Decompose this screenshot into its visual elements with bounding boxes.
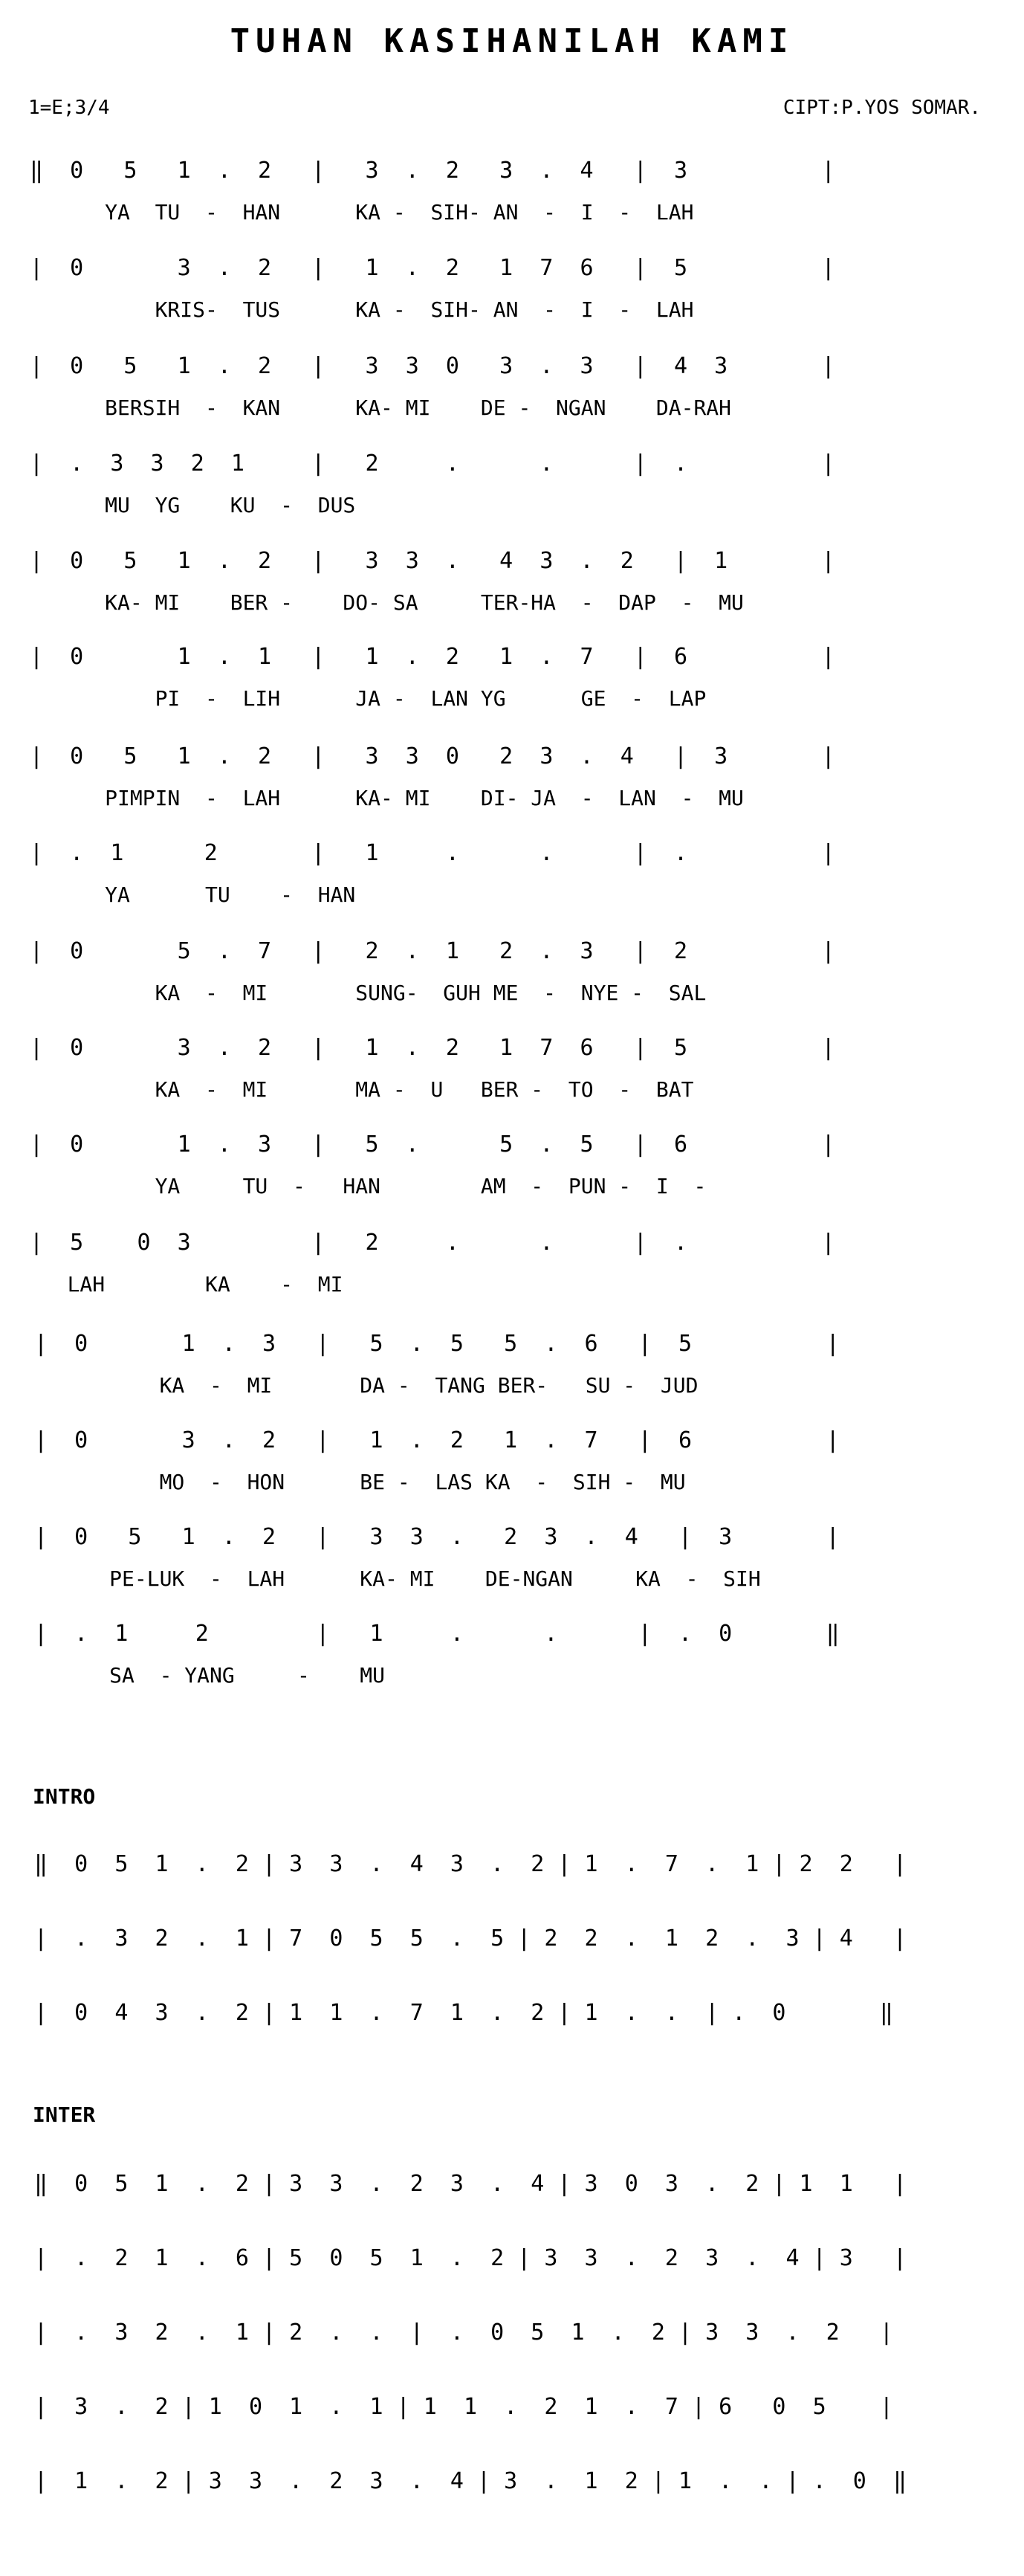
lyric-line: PI - LIH JA - LAN YG GE - LAP (30, 686, 707, 711)
intro-notation-line: ‖ 0 5 1 . 2 | 3 3 . 4 3 . 2 | 1 . 7 . 1 | 2 2 | (34, 1851, 907, 1877)
intro-label: INTRO (33, 1784, 96, 1809)
lyric-line: KA - MI MA - U BER - TO - BAT (30, 1077, 694, 1102)
lyric-line: KRIS- TUS KA - SIH- AN - I - LAH (30, 297, 694, 322)
lyric-line: KA - MI DA - TANG BER- SU - JUD (34, 1373, 699, 1398)
notation-line: | . 3 3 2 1 | 2 . . | . | (30, 451, 835, 477)
lyric-line: LAH KA - MI (30, 1272, 343, 1297)
inter-notation-line: | 3 . 2 | 1 0 1 . 1 | 1 1 . 2 1 . 7 | 6 0 5 | (34, 2394, 893, 2420)
song-title: TUHAN KASIHANILAH KAMI (230, 22, 794, 60)
lyric-line: KA - MI SUNG- GUH ME - NYE - SAL (30, 981, 707, 1005)
lyric-line: YA TU - HAN (30, 882, 356, 907)
notation-line: | 0 1 . 1 | 1 . 2 1 . 7 | 6 | (30, 644, 835, 670)
notation-line: | 0 5 1 . 2 | 3 3 . 4 3 . 2 | 1 | (30, 548, 835, 574)
notation-line: | 0 3 . 2 | 1 . 2 1 7 6 | 5 | (30, 255, 835, 281)
lyric-line: PE-LUK - LAH KA- MI DE-NGAN KA - SIH (34, 1566, 761, 1591)
inter-notation-line: | . 3 2 . 1 | 2 . . | . 0 5 1 . 2 | 3 3 . 2 | (34, 2320, 893, 2346)
lyric-line: YA TU - HAN KA - SIH- AN - I - LAH (30, 200, 694, 225)
notation-line: | 0 3 . 2 | 1 . 2 1 7 6 | 5 | (30, 1035, 835, 1061)
inter-notation-line: | 1 . 2 | 3 3 . 2 3 . 4 | 3 . 1 2 | 1 . . | . 0 ‖ (34, 2468, 907, 2494)
notation-line: | 0 3 . 2 | 1 . 2 1 . 7 | 6 | (34, 1427, 840, 1453)
lyric-line: MO - HON BE - LAS KA - SIH - MU (34, 1470, 686, 1494)
lyric-line: BERSIH - KAN KA- MI DE - NGAN DA-RAH (30, 396, 732, 420)
key-signature: 1=E;3/4 (28, 97, 110, 119)
lyric-line: PIMPIN - LAH KA- MI DI- JA - LAN - MU (30, 786, 744, 810)
notation-line: | 0 5 1 . 2 | 3 3 0 2 3 . 4 | 3 | (30, 743, 835, 769)
inter-notation-line: ‖ 0 5 1 . 2 | 3 3 . 2 3 . 4 | 3 0 3 . 2 | 1 1 | (34, 2171, 907, 2197)
notation-line: | 0 1 . 3 | 5 . 5 . 5 | 6 | (30, 1132, 835, 1158)
notation-line: | 5 0 3 | 2 . . | . | (30, 1230, 835, 1256)
inter-notation-line: | . 2 1 . 6 | 5 0 5 1 . 2 | 3 3 . 2 3 . 4 | 3 | (34, 2245, 907, 2271)
lyric-line: KA- MI BER - DO- SA TER-HA - DAP - MU (30, 590, 744, 615)
notation-line: | 0 1 . 3 | 5 . 5 5 . 6 | 5 | (34, 1331, 840, 1357)
notation-line: | 0 5 1 . 2 | 3 3 0 3 . 3 | 4 3 | (30, 353, 835, 379)
notation-line: | . 1 2 | 1 . . | . | (30, 840, 835, 866)
inter-label: INTER (33, 2102, 96, 2127)
notation-line: | 0 5 . 7 | 2 . 1 2 . 3 | 2 | (30, 938, 835, 964)
notation-line: ‖ 0 5 1 . 2 | 3 . 2 3 . 4 | 3 | (30, 158, 835, 184)
intro-notation-line: | 0 4 3 . 2 | 1 1 . 7 1 . 2 | 1 . . | . 0 ‖ (34, 2000, 893, 2026)
lyric-line: YA TU - HAN AM - PUN - I - (30, 1174, 707, 1198)
intro-notation-line: | . 3 2 . 1 | 7 0 5 5 . 5 | 2 2 . 1 2 . 3 | 4 | (34, 1925, 907, 1952)
notation-line: | 0 5 1 . 2 | 3 3 . 2 3 . 4 | 3 | (34, 1524, 840, 1550)
notation-line: | . 1 2 | 1 . . | . 0 ‖ (34, 1621, 840, 1647)
composer-credit: CIPT:P.YOS SOMAR. (782, 97, 981, 119)
lyric-line: MU YG KU - DUS (30, 493, 356, 517)
lyric-line: SA - YANG - MU (34, 1663, 386, 1688)
